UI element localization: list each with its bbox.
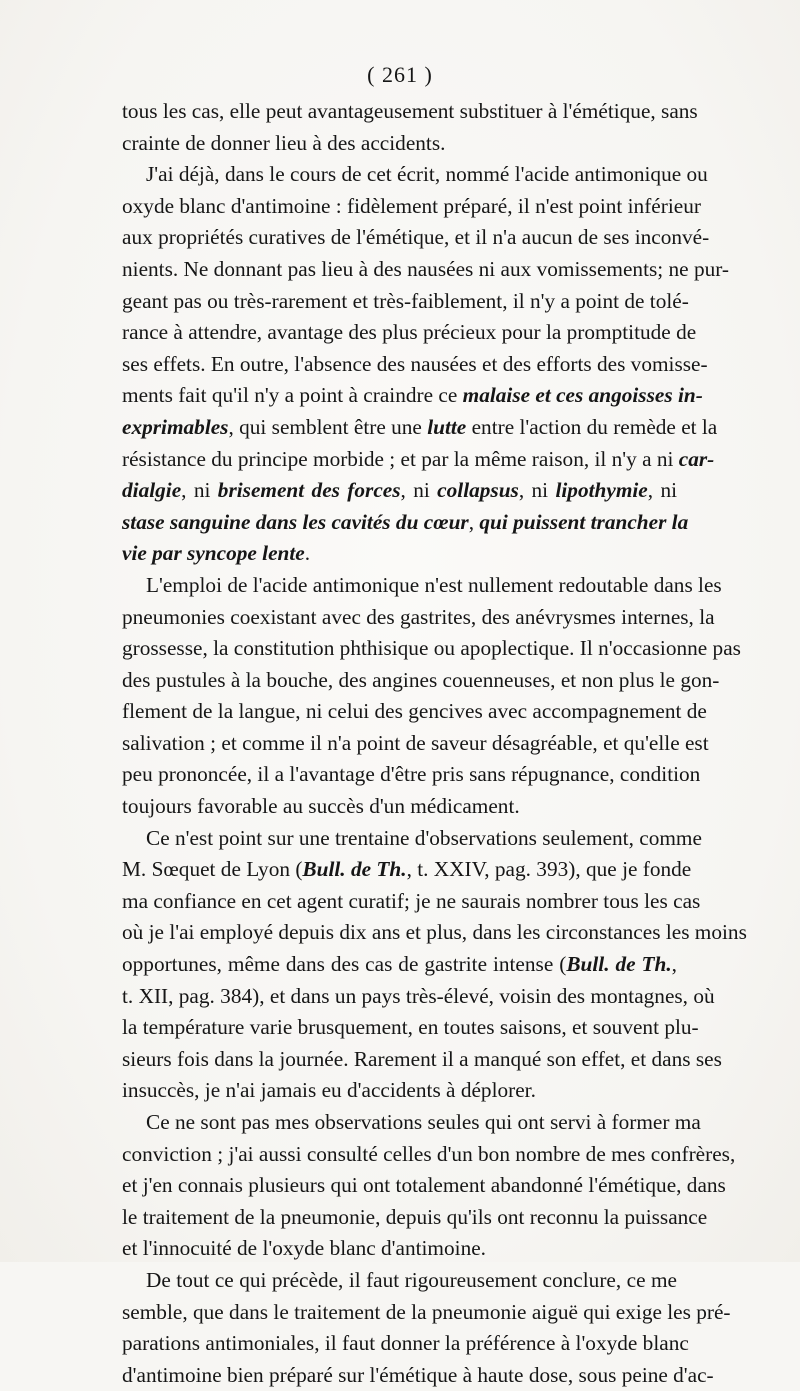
text-segment: , qui semblent être une bbox=[228, 414, 428, 439]
text-segment: Ce n'est point sur une trentaine d'observations seulement, comme bbox=[146, 825, 702, 850]
text-line bbox=[122, 570, 722, 602]
text-segment: , bbox=[468, 509, 480, 534]
text-segment: d'antimoine bien préparé sur l'émétique à haute dose, sous peine d'ac- bbox=[122, 1362, 714, 1387]
italic-text: vie par syncope lente bbox=[122, 541, 305, 566]
text-segment: . bbox=[304, 541, 311, 566]
italic-text: brisement des forces bbox=[217, 478, 401, 503]
text-segment: où je l'ai employé depuis dix ans et plus, dans les circonstances les moins bbox=[122, 920, 747, 945]
text-line bbox=[122, 317, 697, 349]
text-segment: la température varie brusquement, en toutes saisons, et souvent plu- bbox=[122, 1015, 699, 1040]
text-line bbox=[122, 475, 677, 507]
italic-text: car- bbox=[678, 446, 715, 471]
text-segment: rance à attendre, avantage des plus précieux pour la promptitude de bbox=[122, 320, 697, 345]
text-line bbox=[122, 633, 741, 665]
text-segment: le traitement de la pneumonie, depuis qu'ils ont reconnu la puissance bbox=[122, 1204, 708, 1229]
text-line bbox=[122, 254, 729, 286]
italic-text: Bull. de Th. bbox=[566, 952, 672, 977]
text-line bbox=[122, 1233, 677, 1265]
text-line bbox=[122, 1202, 708, 1234]
italic-text: malaise et ces angoisses in- bbox=[462, 383, 703, 408]
text-segment: Ce ne sont pas mes observations seules qui ont servi à former ma bbox=[146, 1110, 701, 1134]
paragraph bbox=[122, 1265, 731, 1391]
text-line bbox=[122, 1360, 714, 1391]
text-segment: et l'innocuité de l'oxyde blanc d'antimoine. bbox=[122, 1236, 486, 1261]
paragraph bbox=[122, 96, 698, 159]
text-line bbox=[122, 444, 715, 476]
text-segment: sieurs fois dans la journée. Rarement il a manqué son effet, et dans ses bbox=[122, 1046, 722, 1071]
text-line bbox=[122, 1297, 731, 1329]
text-segment: De tout ce qui précède, il faut rigoureusement conclure, ce me bbox=[146, 1267, 677, 1292]
text-segment: grossesse, la constitution phthisique ou apoplectique. Il n'occasionne pas bbox=[122, 636, 741, 661]
body-text bbox=[122, 96, 747, 1391]
text-segment: tous les cas, elle peut avantageusement substituer à l'émétique, sans bbox=[122, 99, 698, 123]
text-segment: ma confiance en cet agent curatif; je ne saurais nombrer tous les cas bbox=[122, 888, 701, 913]
paragraph bbox=[122, 823, 747, 1107]
text-segment: aux propriétés curatives de l'émétique, et il n'a aucun de ses inconvé- bbox=[122, 225, 710, 250]
text-segment: geant pas ou très-rarement et très-faiblement, il n'y a point de tolé- bbox=[122, 288, 689, 313]
text-segment: salivation ; et comme il n'a point de saveur désagréable, et qu'elle est bbox=[122, 730, 709, 755]
italic-text: lutte bbox=[427, 414, 467, 439]
paragraph bbox=[122, 570, 741, 823]
italic-text: dialgie bbox=[122, 478, 182, 503]
text-line bbox=[122, 380, 703, 412]
text-line bbox=[122, 1265, 677, 1297]
text-segment: insuccès, je n'ai jamais eu d'accidents à déplorer. bbox=[122, 1078, 536, 1103]
text-segment: toujours favorable au succès d'un médicament. bbox=[122, 794, 520, 819]
italic-text: collapsus bbox=[437, 478, 519, 503]
text-line bbox=[122, 222, 710, 254]
text-line bbox=[122, 1075, 677, 1107]
paragraph bbox=[122, 1107, 736, 1265]
text-line bbox=[122, 1328, 689, 1360]
italic-text: exprimables bbox=[122, 414, 229, 439]
text-segment: L'emploi de l'acide antimonique n'est nullement redoutable dans les bbox=[146, 572, 722, 597]
italic-text: Bull. de Th. bbox=[302, 857, 407, 882]
text-line bbox=[122, 917, 747, 949]
text-line bbox=[122, 1012, 699, 1044]
text-segment: parations antimoniales, il faut donner la préférence à l'oxyde blanc bbox=[122, 1331, 689, 1356]
page-number: ( 261 ) bbox=[367, 62, 433, 87]
text-segment: t. XII, pag. 384), et dans un pays très-élevé, voisin des montagnes, où bbox=[122, 983, 715, 1008]
text-line bbox=[122, 1139, 736, 1171]
text-line bbox=[122, 128, 677, 160]
text-segment: oxyde blanc d'antimoine : fidèlement préparé, il n'est point inférieur bbox=[122, 193, 701, 218]
text-segment: et j'en connais plusieurs qui ont totalement abandonné l'émétique, dans bbox=[122, 1173, 726, 1198]
text-line bbox=[122, 602, 715, 634]
text-line bbox=[122, 854, 692, 886]
italic-text: qui puissent trancher la bbox=[479, 509, 689, 534]
text-line bbox=[122, 886, 701, 918]
text-line bbox=[122, 191, 701, 223]
italic-text: lipothymie bbox=[555, 478, 648, 503]
paragraph bbox=[122, 159, 729, 570]
text-line bbox=[122, 286, 689, 318]
italic-text: stase sanguine dans les cavités du cœur bbox=[122, 509, 469, 534]
text-segment: nients. Ne donnant pas lieu à des nausées ni aux vomissements; ne pur- bbox=[122, 256, 729, 281]
text-line bbox=[122, 728, 709, 760]
text-line bbox=[122, 96, 698, 128]
text-segment: , bbox=[671, 952, 677, 977]
text-line bbox=[122, 1107, 701, 1139]
text-segment: conviction ; j'ai aussi consulté celles d'un bon nombre de mes confrères, bbox=[122, 1141, 736, 1166]
text-segment: flement de la langue, ni celui des gencives avec accompagnement de bbox=[122, 699, 707, 724]
text-segment: M. Sœquet de Lyon ( bbox=[122, 857, 303, 882]
text-segment: résistance du principe morbide ; et par la même raison, il n'y a ni bbox=[122, 446, 679, 471]
text-line bbox=[122, 1170, 726, 1202]
text-segment: ses effets. En outre, l'absence des nausées et des efforts des vomisse- bbox=[122, 351, 708, 376]
text-segment: J'ai déjà, dans le cours de cet écrit, nommé l'acide antimonique ou bbox=[146, 162, 708, 187]
text-line bbox=[122, 981, 715, 1013]
text-line bbox=[122, 665, 720, 697]
text-segment: pneumonies coexistant avec des gastrites, des anévrysmes internes, la bbox=[122, 604, 715, 629]
text-line bbox=[122, 949, 677, 981]
text-segment: , t. XXIV, pag. 393), que je fonde bbox=[406, 857, 692, 882]
text-line bbox=[122, 759, 701, 791]
text-segment: peu prononcée, il a l'avantage d'être pris sans répugnance, condition bbox=[122, 762, 701, 787]
text-segment: semble, que dans le traitement de la pneumonie aiguë qui exige les pré- bbox=[122, 1299, 731, 1324]
text-line bbox=[122, 538, 677, 570]
text-line bbox=[122, 159, 708, 191]
text-segment: , ni bbox=[518, 478, 556, 503]
text-segment: ments fait qu'il n'y a point à craindre ce bbox=[122, 383, 463, 408]
text-line bbox=[122, 791, 677, 823]
text-segment: , ni bbox=[181, 478, 218, 503]
text-segment: entre l'action du remède et la bbox=[466, 414, 718, 439]
text-line bbox=[122, 412, 718, 444]
text-line bbox=[122, 507, 689, 539]
text-segment: , ni bbox=[400, 478, 438, 503]
text-segment: , ni bbox=[647, 478, 678, 503]
text-segment: crainte de donner lieu à des accidents. bbox=[122, 130, 446, 155]
text-line bbox=[122, 1044, 722, 1076]
text-segment: opportunes, même dans des cas de gastrite intense ( bbox=[122, 952, 567, 977]
text-line bbox=[122, 696, 707, 728]
text-line bbox=[122, 349, 708, 381]
text-segment: des pustules à la bouche, des angines couenneuses, et non plus le gon- bbox=[122, 667, 720, 692]
text-line bbox=[122, 823, 702, 855]
